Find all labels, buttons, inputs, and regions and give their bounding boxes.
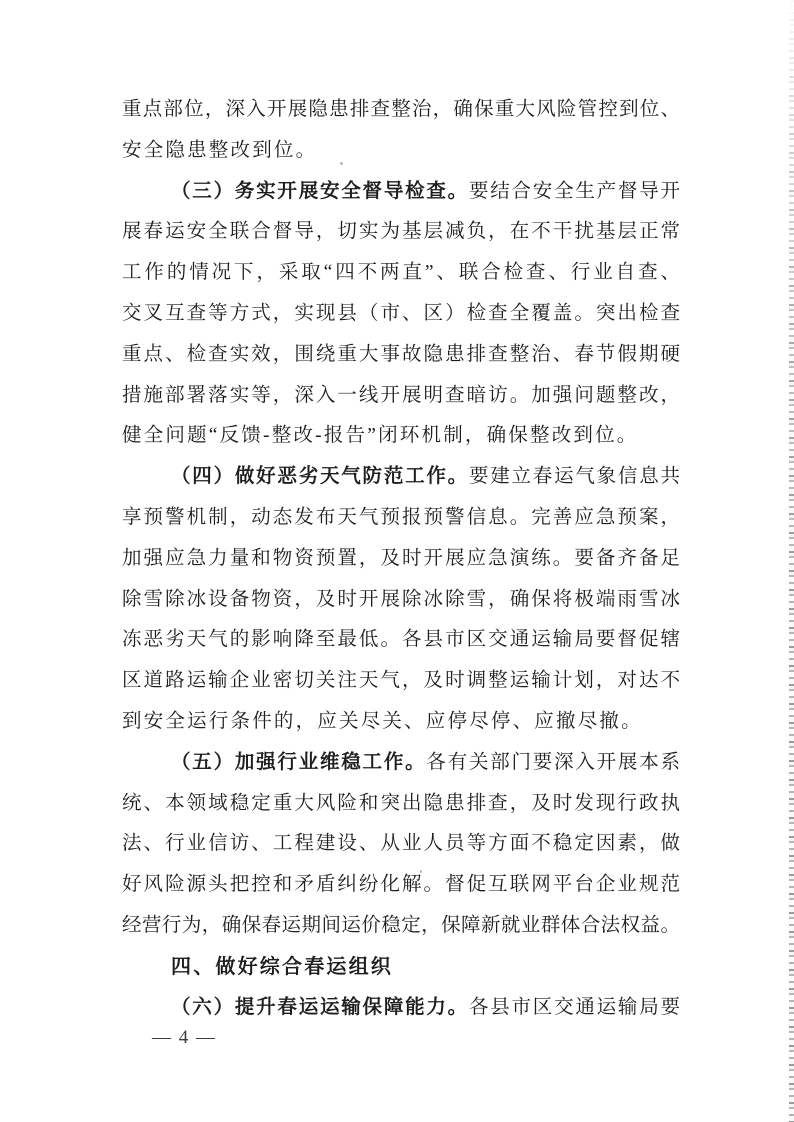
- line-text: 到安全运行条件的，应关尽关、应停尽停、应撤尽撤。: [122, 710, 643, 732]
- line-text: 好风险源头把控和矛盾纠纷化解。督促互联网平台企业规范: [122, 874, 680, 896]
- document-body: [122, 90, 680, 1028]
- line-bold-lead: （四）做好恶劣天气防范工作。: [171, 466, 469, 488]
- line-text: 措施部署落实等，深入一线开展明查暗访。加强问题整改，: [122, 384, 680, 406]
- line-text: 各县市区交通运输局要: [468, 996, 680, 1018]
- line-bold-lead: （五）加强行业维稳工作。: [171, 751, 427, 773]
- line-bold-lead: （六）提升春运运输保障能力。: [171, 996, 469, 1018]
- line-text: 经营行为，确保春运期间运价稳定，保障新就业群体合法权益。: [122, 914, 680, 936]
- text-line: [122, 253, 680, 294]
- text-line: [122, 498, 680, 539]
- line-text: 安全隐患整改到位。: [122, 139, 318, 161]
- text-line: [122, 416, 680, 457]
- line-text: 法、行业信访、工程建设、从业人员等方面不稳定因素，做: [122, 833, 680, 855]
- line-text: 交叉互查等方式，实现县（市、区）检查全覆盖。突出检查: [122, 302, 680, 324]
- scan-artifact-strip: [789, 0, 794, 1122]
- text-line: [122, 743, 680, 784]
- line-text: 工作的情况下，采取“四不两直”、联合检查、行业自查、: [122, 262, 680, 284]
- text-line: [122, 784, 680, 825]
- text-line: [122, 947, 680, 988]
- text-line: [122, 212, 680, 253]
- line-text: 统、本领域稳定重大风险和突出隐患排查，及时发现行政执: [122, 792, 680, 814]
- text-line: [122, 906, 680, 947]
- text-line: [122, 90, 680, 131]
- line-text: 重点、检查实效，围绕重大事故隐患排查整治、春节假期硬: [122, 343, 680, 365]
- text-line: [122, 457, 680, 498]
- text-line: [122, 865, 680, 906]
- text-line: [122, 824, 680, 865]
- line-text: 加强应急力量和物资预置，及时开展应急演练。要备齐备足: [122, 547, 680, 569]
- scan-speck: [340, 162, 343, 165]
- page-number: — 4 —: [152, 1027, 217, 1048]
- line-text: 各有关部门要深入开展本系: [426, 751, 680, 773]
- text-line: [122, 376, 680, 417]
- line-text: 享预警机制，动态发布天气预报预警信息。完善应急预案，: [122, 506, 680, 528]
- scan-speck: [568, 232, 571, 234]
- text-line: [122, 539, 680, 580]
- text-line: [122, 988, 680, 1029]
- line-text: 重点部位，深入开展隐患排查整治，确保重大风险管控到位、: [122, 99, 680, 120]
- line-text: 四、做好综合春运组织: [171, 955, 393, 978]
- line-text: 除雪除冰设备物资，及时开展除冰除雪，确保将极端雨雪冰: [122, 588, 680, 610]
- text-line: [122, 661, 680, 702]
- line-text: 区道路运输企业密切关注天气，及时调整运输计划，对达不: [122, 670, 680, 692]
- line-text: 要结合安全生产督导开: [468, 180, 680, 202]
- text-line: [122, 172, 680, 213]
- line-text: 冻恶劣天气的影响降至最低。各县市区交通运输局要督促辖: [122, 629, 680, 651]
- line-text: 要建立春运气象信息共: [468, 466, 680, 488]
- text-line: [122, 335, 680, 376]
- line-bold-lead: （三）务实开展安全督导检查。: [171, 180, 469, 202]
- text-line: [122, 620, 680, 661]
- text-line: [122, 580, 680, 621]
- scan-speck: [420, 870, 422, 873]
- line-text: 展春运安全联合督导，切实为基层减负，在不干扰基层正常: [122, 221, 680, 243]
- text-line: [122, 294, 680, 335]
- line-text: 健全问题“反馈-整改-报告”闭环机制，确保整改到位。: [122, 425, 639, 447]
- text-line: [122, 131, 680, 172]
- text-line: [122, 702, 680, 743]
